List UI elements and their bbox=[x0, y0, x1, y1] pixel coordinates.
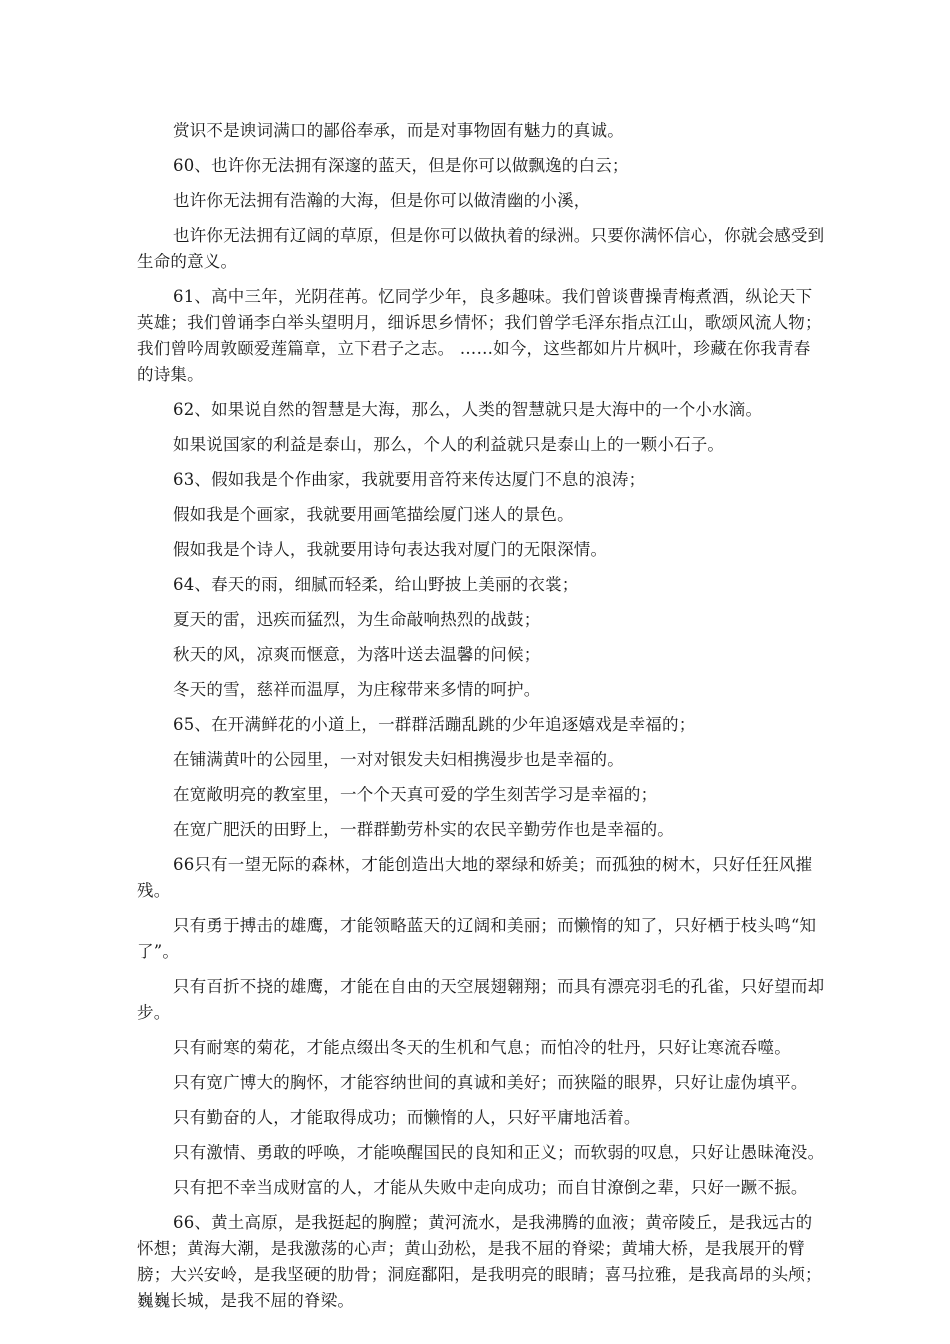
paragraph: 只有勇于搏击的雄鹰，才能领略蓝天的辽阔和美丽；而懒惰的知了，只好栖于枝头鸣“知了”。 bbox=[137, 916, 817, 961]
paragraph: 只有百折不挠的雄鹰，才能在自由的天空展翅翱翔；而具有漂亮羽毛的孔雀，只好望而却步。 bbox=[137, 977, 825, 1022]
paragraph: 秋天的风，凉爽而惬意，为落叶送去温馨的问候； bbox=[173, 645, 541, 664]
paragraph: 只有把不幸当成财富的人，才能从失败中走向成功；而自甘潦倒之辈，只好一蹶不振。 bbox=[173, 1178, 808, 1197]
paragraph: 65、在开满鲜花的小道上，一群群活蹦乱跳的少年追逐嬉戏是幸福的； bbox=[173, 715, 696, 734]
paragraph: 63、假如我是个作曲家，我就要用音符来传达厦门不息的浪涛； bbox=[173, 470, 646, 489]
paragraph: 也许你无法拥有辽阔的草原，但是你可以做执着的绿洲。只要你满怀信心，你就会感受到生命的意义。 bbox=[137, 226, 825, 271]
paragraph: 只有宽广博大的胸怀，才能容纳世间的真诚和美好；而狭隘的眼界，只好让虚伪填平。 bbox=[173, 1073, 808, 1092]
paragraph: 假如我是个诗人，我就要用诗句表达我对厦门的无限深情。 bbox=[173, 540, 608, 559]
paragraph: 也许你无法拥有浩瀚的大海，但是你可以做清幽的小溪， bbox=[173, 191, 591, 210]
paragraph: 如果说国家的利益是泰山，那么，个人的利益就只是泰山上的一颗小石子。 bbox=[173, 435, 725, 454]
paragraph: 在铺满黄叶的公园里，一对对银发夫妇相携漫步也是幸福的。 bbox=[173, 750, 624, 769]
paragraph: 在宽敞明亮的教室里，一个个天真可爱的学生刻苦学习是幸福的； bbox=[173, 785, 658, 804]
paragraph: 66只有一望无际的森林，才能创造出大地的翠绿和娇美；而孤独的树木，只好任狂风摧残。 bbox=[137, 855, 813, 900]
paragraph: 60、也许你无法拥有深邃的蓝天，但是你可以做飘逸的白云； bbox=[173, 156, 629, 175]
paragraph: 夏天的雷，迅疾而猛烈，为生命敲响热烈的战鼓； bbox=[173, 610, 541, 629]
paragraph: 赏识不是谀词满口的鄙俗奉承，而是对事物固有魅力的真诚。 bbox=[173, 121, 624, 140]
paragraph: 只有耐寒的菊花，才能点缀出冬天的生机和气息；而怕冷的牡丹，只好让寒流吞噬。 bbox=[173, 1038, 791, 1057]
document-page bbox=[137, 118, 827, 1323]
paragraph: 冬天的雪，慈祥而温厚，为庄稼带来多情的呵护。 bbox=[173, 680, 541, 699]
paragraph: 66、黄土高原，是我挺起的胸膛；黄河流水，是我沸腾的血液；黄帝陵丘，是我远古的怀想；黄海大潮，是我激荡的心声；黄山劲松，是我不屈的脊梁；黄埔大桥，是我展开的臂膀；大兴安岭，是我坚硬的肋骨；洞庭鄱阳，是我明亮的眼睛；喜马拉雅，是我高昂的头颅；巍巍长城，是我不屈的脊梁。 bbox=[137, 1213, 822, 1310]
paragraph: 61、高中三年，光阴荏苒。忆同学少年，良多趣味。我们曾谈曹操青梅煮酒，纵论天下英雄；我们曾诵李白举头望明月，细诉思乡情怀；我们曾学毛泽东指点江山，歌颂风流人物；我们曾吟周敦颐爱莲篇章，立下君子之志。 ……如今，这些都如片片枫叶，珍藏在你我青春的诗集。 bbox=[137, 287, 822, 384]
paragraph: 假如我是个画家，我就要用画笔描绘厦门迷人的景色。 bbox=[173, 505, 574, 524]
paragraph: 只有激情、勇敢的呼唤，才能唤醒国民的良知和正义；而软弱的叹息，只好让愚昧淹没。 bbox=[173, 1143, 825, 1162]
paragraph: 64、春天的雨，细腻而轻柔，给山野披上美丽的衣裳； bbox=[173, 575, 579, 594]
paragraph: 只有勤奋的人，才能取得成功；而懒惰的人，只好平庸地活着。 bbox=[173, 1108, 641, 1127]
paragraph: 在宽广肥沃的田野上，一群群勤劳朴实的农民辛勤劳作也是幸福的。 bbox=[173, 820, 674, 839]
paragraph: 62、如果说自然的智慧是大海，那么，人类的智慧就只是大海中的一个小水滴。 bbox=[173, 400, 763, 419]
